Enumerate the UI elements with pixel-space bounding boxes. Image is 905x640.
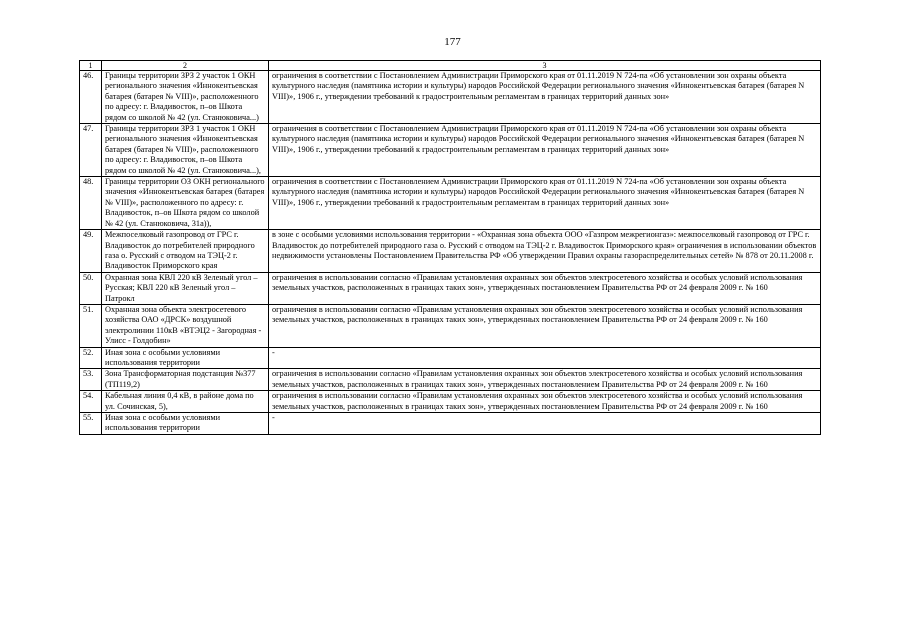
zone-name: Охранная зона объекта электросетевого хозяйства ОАО «ДРСК» воздушной электролинии 110кВ «ВТЭЦ2 - Загородная - Улисс - Голдобин»: [102, 304, 269, 347]
restriction-text: ограничения в использовании согласно «Правилам установления охранных зон объектов электросетевого хозяйства и особых условий использования земельных участков, расположенных в границах таких зон», утвержденных постановлением Правительства РФ от 24 февраля 2009 г. № 160: [269, 304, 821, 347]
table-row: [80, 230, 821, 273]
row-number: 50.: [80, 272, 102, 304]
restriction-text: ограничения в использовании согласно «Правилам установления охранных зон объектов электросетевого хозяйства и особых условий использования земельных участков, расположенных в границах таких зон», утвержденных постановлением Правительства РФ от 24 февраля 2009 г. № 160: [269, 391, 821, 413]
zone-name: Иная зона с особыми условиями использования территории: [102, 347, 269, 369]
row-number: 51.: [80, 304, 102, 347]
row-number: 55.: [80, 413, 102, 435]
table-row: [80, 347, 821, 369]
restriction-text: в зоне с особыми условиями использования территории - «Охранная зона объекта ООО «Газпром межрегионгаз»: межпоселковый газопровод от ГРС г. Владивосток до потребителей природного газа о. Русский с отводом на ТЭЦ-2 г. Владивосток Приморского края» ограничения в использовании объектов недвижимости установлены Постановлением Правительства РФ «Об утверждении Правил охраны газораспределительных сетей» № 878 от 20.11.2008 г.: [269, 230, 821, 273]
table-row: [80, 124, 821, 177]
zone-name: Иная зона с особыми условиями использования территории: [102, 413, 269, 435]
row-number: 54.: [80, 391, 102, 413]
table-row: [80, 304, 821, 347]
table-header-row: [80, 61, 821, 71]
restriction-text: -: [269, 413, 821, 435]
restriction-text: ограничения в соответствии с Постановлением Администрации Приморского края от 01.11.2019 N 724-па «Об установлении зон охраны объекта культурного наследия (памятника истории и культуры) народов Российской Федерации регионального значения «Иннокентьевская батарея (батарея N VIII)», 1906 г., утверждении требований к градостроительным регламентам в границах территорий данных зон»: [269, 124, 821, 177]
zone-name: Границы территории ОЗ ОКН регионального значения «Иннокентьевская батарея (батарея № VIII)», расположенного по адресу: г. Владивосток, п–ов Шкота рядом со школой № 42 (ул. Станюковича, 31а)),: [102, 177, 269, 230]
table-row: [80, 369, 821, 391]
table-row: [80, 71, 821, 124]
table-body: [80, 61, 821, 435]
restriction-text: ограничения в соответствии с Постановлением Администрации Приморского края от 01.11.2019 N 724-па «Об установлении зон охраны объекта культурного наследия (памятника истории и культуры) народов Российской Федерации регионального значения «Иннокентьевская батарея (батарея N VIII)», 1906 г., утверждении требований к градостроительным регламентам в границах территорий данных зон»: [269, 71, 821, 124]
header-col-1: 1: [80, 61, 102, 71]
restriction-text: ограничения в использовании согласно «Правилам установления охранных зон объектов электросетевого хозяйства и особых условий использования земельных участков, расположенных в границах таких зон», утвержденных постановлением Правительства РФ от 24 февраля 2009 г. № 160: [269, 369, 821, 391]
restrictions-table: [79, 60, 821, 435]
table-row: [80, 391, 821, 413]
row-number: 46.: [80, 71, 102, 124]
restriction-text: ограничения в использовании согласно «Правилам установления охранных зон объектов электросетевого хозяйства и особых условий использования земельных участков, расположенных в границах таких зон», утвержденных постановлением Правительства РФ от 24 февраля 2009 г. № 160: [269, 272, 821, 304]
header-col-2: 2: [102, 61, 269, 71]
restriction-text: ограничения в соответствии с Постановлением Администрации Приморского края от 01.11.2019 N 724-па «Об установлении зон охраны объекта культурного наследия (памятника истории и культуры) народов Российской Федерации регионального значения «Иннокентьевская батарея (батарея N VIII)», 1906 г., утверждении требований к градостроительным регламентам в границах территорий данных зон»: [269, 177, 821, 230]
row-number: 48.: [80, 177, 102, 230]
zone-name: Охранная зона КВЛ 220 кВ Зеленый угол – Русская; КВЛ 220 кВ Зеленый угол – Патрокл: [102, 272, 269, 304]
zone-name: Межпоселковый газопровод от ГРС г. Владивосток до потребителей природного газа о. Русский с отводом на ТЭЦ-2 г. Владивосток Приморского края: [102, 230, 269, 273]
table-row: [80, 272, 821, 304]
table-row: [80, 413, 821, 435]
header-col-3: 3: [269, 61, 821, 71]
zone-name: Зона Трансформаторная подстанция №377 (ТП119,2): [102, 369, 269, 391]
restriction-text: -: [269, 347, 821, 369]
zone-name: Границы территории ЗРЗ 1 участок 1 ОКН регионального значения «Иннокентьевская батарея (батарея № VIII)», расположенного по адресу: г. Владивосток, п–ов Шкота рядом со школой № 42 (ул. Станюковича...),: [102, 124, 269, 177]
page-number: 177: [444, 36, 461, 48]
row-number: 52.: [80, 347, 102, 369]
zone-name: Кабельная линия 0,4 кВ, в районе дома по ул. Сочинская, 5),: [102, 391, 269, 413]
row-number: 53.: [80, 369, 102, 391]
row-number: 47.: [80, 124, 102, 177]
table-row: [80, 177, 821, 230]
zone-name: Границы территории ЗРЗ 2 участок 1 ОКН регионального значения «Иннокентьевская батарея (батарея № VIII)», расположенного по адресу: г. Владивосток, п–ов Шкота рядом со школой № 42 (ул. Станюковича...): [102, 71, 269, 124]
row-number: 49.: [80, 230, 102, 273]
